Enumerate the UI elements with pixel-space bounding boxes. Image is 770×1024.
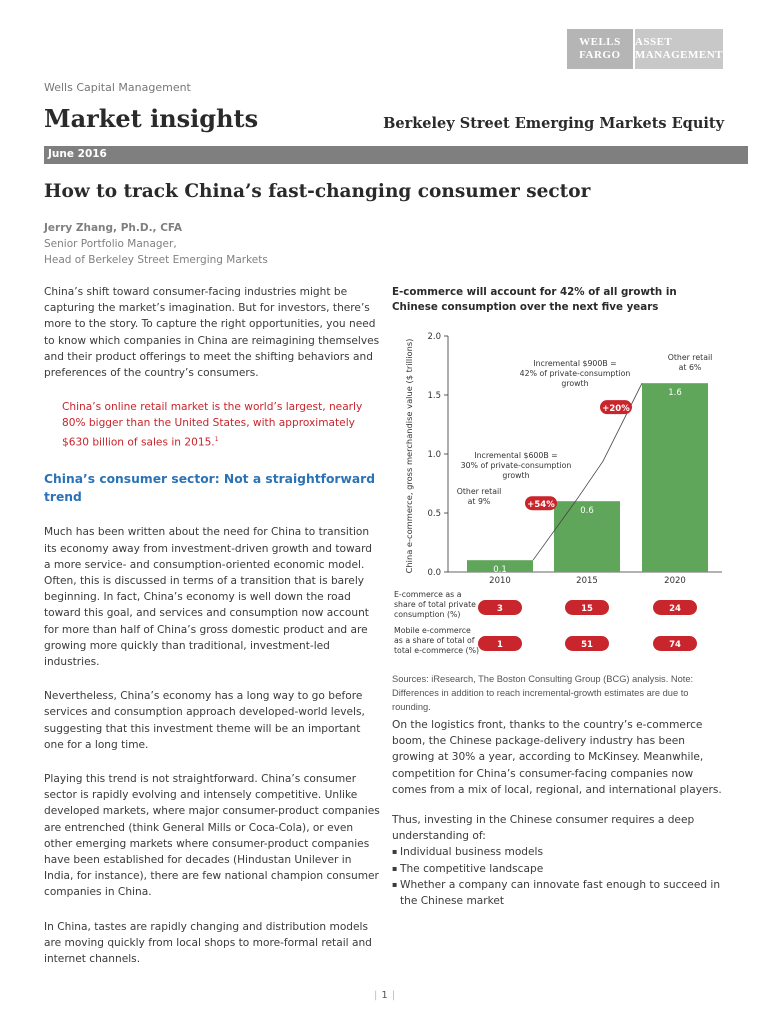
table-value-label: 24 xyxy=(669,604,681,614)
table-value-label: 51 xyxy=(581,640,593,650)
company-name: Wells Capital Management xyxy=(44,81,191,94)
annotation-incremental-2015: growth xyxy=(502,471,530,480)
annotation-other-retail-2015: at 9% xyxy=(467,497,491,506)
logo-right-box xyxy=(634,28,724,70)
wells-fargo-logo xyxy=(566,28,724,70)
fund-name: Berkeley Street Emerging Markets Equity xyxy=(383,115,724,132)
y-tick-label: 2.0 xyxy=(427,332,441,342)
understanding-list xyxy=(392,844,726,909)
right-paragraph-2: Thus, investing in the Chinese consumer requires a deep understanding of: xyxy=(392,814,695,843)
table-value-label: 1 xyxy=(497,640,503,650)
author-name: Jerry Zhang, Ph.D., CFA xyxy=(44,222,183,234)
chart-sources: Sources: iResearch, The Boston Consulting Group (BCG) analysis. Note: Differences in addition to reach incremental-growth estimates are due to rounding. xyxy=(392,674,694,712)
list-item: ▪ The competitive landscape xyxy=(392,861,726,877)
x-tick-label: 2020 xyxy=(664,576,686,586)
right-paragraph-1: On the logistics front, thanks to the country’s e-commerce boom, the Chinese package-delivery industry has been growing at 30% a year, according to McKinsey. Meanwhile, competition for China’s consumer-facing companies now comes from a mix of local, regional, and international players. xyxy=(392,719,722,796)
x-tick-label: 2015 xyxy=(576,576,598,586)
bar-value-label: 0.1 xyxy=(493,565,507,576)
table-row-label: Mobile e-commerce xyxy=(394,626,471,635)
growth-badge-label: +20% xyxy=(602,404,630,415)
publication-date: June 2016 xyxy=(48,148,107,160)
author-role-line-1: Senior Portfolio Manager, xyxy=(44,238,177,250)
logo-left-box xyxy=(566,28,634,70)
footnote-marker: 1 xyxy=(214,435,219,443)
author-role-line-2: Head of Berkeley Street Emerging Markets xyxy=(44,254,268,266)
annotation-incremental-2020: 42% of private-consumption xyxy=(519,369,631,378)
annotation-other-retail-2020: at 6% xyxy=(678,363,702,372)
body-paragraph-1: Much has been written about the need for China to transition its economy away from investment-driven growth and toward a more service- and consumption-oriented economic model. Often, this is discussed in terms of a transition that is barely beginning. In fact, China’s economy is well down the road toward this goal, and services and consumption now account for more than half of China’s gross domestic product and are growing more quickly than traditional, investment-led industries. xyxy=(44,526,373,668)
table-value-label: 74 xyxy=(669,640,681,650)
body-paragraph-2: Nevertheless, China’s economy has a long way to go before services and consumption approach developed-world levels, suggesting that this investment theme will be an important one for a long time. xyxy=(44,690,365,751)
y-axis-label: China e-commerce, gross merchandise value ($ trillions) xyxy=(404,338,414,574)
body-paragraph-4: In China, tastes are rapidly changing and distribution models are moving quickly from local shops to more-formal retail and internet channels. xyxy=(44,920,372,966)
page-number-value: 1 xyxy=(381,990,388,1001)
bar-value-label: 0.6 xyxy=(580,506,594,517)
left-column xyxy=(44,284,380,985)
list-item: ▪ Individual business models xyxy=(392,844,726,860)
pull-quote xyxy=(62,399,380,450)
date-bar xyxy=(44,146,748,164)
annotation-incremental-2020: growth xyxy=(561,379,589,388)
growth-badge-label: +54% xyxy=(527,500,555,511)
bar-value-label: 1.6 xyxy=(668,388,682,399)
table-row-label: total e-commerce (%) xyxy=(394,646,480,655)
intro-paragraph: China’s shift toward consumer-facing industries might be capturing the market’s imagination. But for investors, there’s more to the story. To capture the right opportunities, you need to know which companies in China are reimagining themselves and their product offerings to meet the shifting behaviors and preferences of the country’s consumers. xyxy=(44,286,380,380)
annotation-other-retail-2015: Other retail xyxy=(456,487,502,496)
annotation-other-retail-2020: Other retail xyxy=(667,353,713,362)
y-tick-label: 0.5 xyxy=(427,509,441,519)
bar-2020 xyxy=(642,383,708,572)
y-tick-label: 1.0 xyxy=(427,450,441,460)
table-row-label: share of total private xyxy=(394,600,476,609)
section-subheading: China’s consumer sector: Not a straightforward trend xyxy=(44,472,375,505)
y-tick-label: 1.5 xyxy=(427,391,441,401)
annotation-incremental-2020: Incremental $900B = xyxy=(533,359,617,368)
article-headline: How to track China’s fast-changing consumer sector xyxy=(44,181,591,202)
table-row-label: consumption (%) xyxy=(394,610,461,619)
ecommerce-chart xyxy=(392,316,732,666)
table-row-label: as a share of total of xyxy=(394,636,475,645)
logo-left-text: WELLS FARGO xyxy=(579,36,621,61)
annotation-incremental-2015: Incremental $600B = xyxy=(474,451,558,460)
page-title: Market insights xyxy=(44,104,259,133)
table-value-label: 15 xyxy=(581,604,593,614)
list-item: ▪ Whether a company can innovate fast enough to succeed in the Chinese market xyxy=(392,877,726,909)
x-tick-label: 2010 xyxy=(489,576,511,586)
y-tick-label: 0.0 xyxy=(427,568,441,578)
table-value-label: 3 xyxy=(497,604,503,614)
annotation-incremental-2015: 30% of private-consumption xyxy=(460,461,572,470)
table-row-label: E-commerce as a xyxy=(394,590,462,599)
pull-quote-text: China’s online retail market is the world’s largest, nearly 80% bigger than the United States, with approximately $630 billion of sales in 2015. xyxy=(62,401,363,449)
chart-title: E-commerce will account for 42% of all growth in Chinese consumption over the next five years xyxy=(392,286,677,313)
page-number: | 1 | xyxy=(374,990,396,1001)
right-column xyxy=(392,717,726,909)
logo-right-text: ASSET MANAGEMENT xyxy=(634,36,723,61)
body-paragraph-3: Playing this trend is not straightforward. China’s consumer sector is rapidly evolving and intensely competitive. Unlike developed markets, where major consumer-product companies are entrenched (think General Mills or Coca-Cola), or even other emerging markets where consumer-product companies have been established for decades (Hindustan Unilever in India, for instance), there are few national champion consumer companies in China. xyxy=(44,773,380,899)
